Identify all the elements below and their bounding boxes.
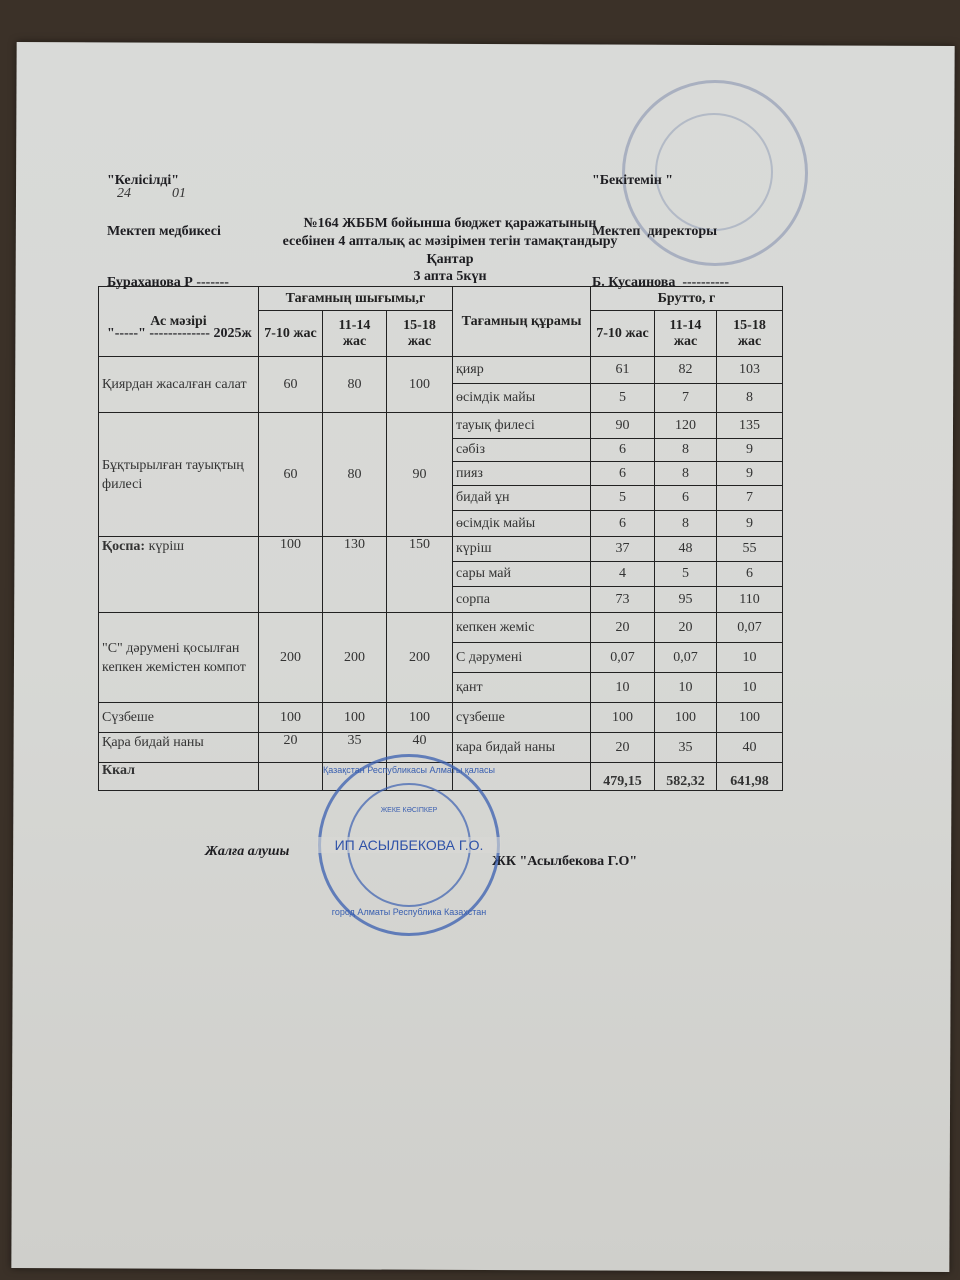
nurse-name: Бураханова Р ------- (107, 275, 229, 290)
nurse-title: Мектеп медбикесі (107, 224, 221, 239)
brutto-value: 8 (655, 462, 717, 486)
brutto-value: 6 (717, 562, 783, 587)
approved-label: "Бекітемін " (592, 173, 674, 188)
ingredient-name: өсімдік майы (453, 511, 591, 537)
table-row (99, 413, 783, 439)
brutto-value: 7 (717, 486, 783, 511)
ingredient-name: қант (453, 673, 591, 703)
header-composition: Тағамның құрамы (453, 287, 591, 357)
brutto-value: 9 (717, 511, 783, 537)
ingredient-name: күріш (453, 537, 591, 562)
header-age: 7-10 жас (591, 311, 655, 357)
brutto-value: 9 (717, 439, 783, 462)
header-menu: Ас мәзірі (99, 287, 259, 357)
brutto-value: 4 (591, 562, 655, 587)
brutto-value: 110 (717, 587, 783, 613)
ingredient-name: кепкен жеміс (453, 613, 591, 643)
brutto-value: 8 (717, 384, 783, 413)
ingredient-name: бидай ұн (453, 486, 591, 511)
table-row (99, 537, 783, 562)
output-value: 100 (259, 537, 323, 613)
header-age: 11-14 жас (323, 311, 387, 357)
header-brutto: Брутто, г (591, 287, 783, 311)
dish-name (99, 413, 259, 537)
stamp-ring-bottom-text: город Алматы Республика Казахстан (331, 907, 487, 917)
output-value: 130 (323, 537, 387, 613)
brutto-value: 48 (655, 537, 717, 562)
header-output: Тағамның шығымы,г (259, 287, 453, 311)
doc-title-2: есебінен 4 апталық ас мәзірімен тегін тамақтандыру (282, 234, 618, 249)
brutto-value: 20 (655, 613, 717, 643)
tenant-name: ЖК "Асылбекова Г.О" (492, 854, 638, 869)
doc-week-day: 3 апта 5күн (413, 269, 487, 284)
brutto-value: 37 (591, 537, 655, 562)
output-value: 80 (323, 357, 387, 413)
kcal-value: 582,32 (655, 763, 717, 791)
brutto-value: 6 (655, 486, 717, 511)
brutto-value: 61 (591, 357, 655, 384)
output-value: 150 (387, 537, 453, 613)
brutto-value: 10 (717, 643, 783, 673)
dish-label: "С" дәрумені қосылған кепкен жемістен компот (102, 640, 246, 675)
brutto-value: 103 (717, 357, 783, 384)
output-value: 60 (259, 357, 323, 413)
total-label: Ккал (99, 763, 259, 791)
dish-label: күріш (145, 539, 185, 554)
header-age: 15-18 жас (717, 311, 783, 357)
brutto-value: 5 (591, 486, 655, 511)
ingredient-name: сүзбеше (453, 703, 591, 733)
table-row (99, 733, 783, 763)
stamp-ring-text: Қазақстан Республикасы Алматы қаласы (323, 765, 495, 775)
brutto-value: 6 (591, 462, 655, 486)
brutto-value: 20 (591, 613, 655, 643)
doc-title-1: №164 ЖББМ бойынша бюджет қаражатының (303, 216, 597, 231)
ingredient-name: кара бидай наны (453, 733, 591, 763)
brutto-value: 120 (655, 413, 717, 439)
output-value: 35 (323, 733, 387, 763)
output-value: 100 (259, 703, 323, 733)
table-row (99, 613, 783, 643)
ingredient-name: сәбіз (453, 439, 591, 462)
date-line: "-----" ------------- 2025ж (107, 326, 252, 341)
handwritten-month: 01 (172, 186, 186, 201)
brutto-value: 6 (591, 511, 655, 537)
header-age: 7-10 жас (259, 311, 323, 357)
dish-name (99, 733, 259, 763)
dish-label: Бұқтырылған тауықтың филесі (102, 457, 244, 492)
brutto-value: 135 (717, 413, 783, 439)
dish-name (99, 357, 259, 413)
doc-month: Қантар (426, 252, 474, 267)
dish-name (99, 613, 259, 703)
brutto-value: 5 (655, 562, 717, 587)
ingredient-name: С дәрумені (453, 643, 591, 673)
output-value: 100 (387, 703, 453, 733)
dish-label: Қара бидай наны (102, 735, 204, 750)
brutto-value: 10 (655, 673, 717, 703)
tenant-label: Жалға алушы (205, 844, 290, 859)
stamp-main-text: ИП АСЫЛБЕКОВА Г.О. (317, 837, 501, 853)
ingredient-name: қияр (453, 357, 591, 384)
header-age: 15-18 жас (387, 311, 453, 357)
handwritten-day: 24 (117, 186, 131, 201)
brutto-value: 6 (591, 439, 655, 462)
brutto-value: 10 (591, 673, 655, 703)
director-name: Б. Кусаинова ---------- (592, 275, 729, 290)
brutto-value: 35 (655, 733, 717, 763)
brutto-value: 7 (655, 384, 717, 413)
header-age: 11-14 жас (655, 311, 717, 357)
brutto-value: 100 (591, 703, 655, 733)
brutto-value: 100 (717, 703, 783, 733)
output-value: 200 (323, 613, 387, 703)
brutto-value: 9 (717, 462, 783, 486)
brutto-value: 40 (717, 733, 783, 763)
ingredient-name: сары май (453, 562, 591, 587)
brutto-value: 5 (591, 384, 655, 413)
brutto-value: 20 (591, 733, 655, 763)
output-value: 200 (387, 613, 453, 703)
brutto-value: 0,07 (717, 613, 783, 643)
brutto-value: 8 (655, 511, 717, 537)
director-title: Мектеп директоры (592, 224, 718, 239)
empty-cell (259, 763, 323, 791)
output-value: 20 (259, 733, 323, 763)
output-value: 100 (323, 703, 387, 733)
dish-prefix: Қоспа: (102, 539, 146, 554)
output-value: 80 (323, 413, 387, 537)
entrepreneur-stamp (318, 754, 500, 936)
output-value: 100 (387, 357, 453, 413)
brutto-value: 8 (655, 439, 717, 462)
output-value: 200 (259, 613, 323, 703)
kcal-value: 641,98 (717, 763, 783, 791)
output-value: 90 (387, 413, 453, 537)
brutto-value: 0,07 (655, 643, 717, 673)
ingredient-name: сорпа (453, 587, 591, 613)
brutto-value: 100 (655, 703, 717, 733)
menu-table (98, 286, 783, 791)
table-row (99, 357, 783, 384)
dish-label: Сүзбеше (102, 710, 155, 725)
brutto-value: 82 (655, 357, 717, 384)
dish-name (99, 537, 259, 613)
brutto-value: 90 (591, 413, 655, 439)
dish-name (99, 703, 259, 733)
table-row (99, 703, 783, 733)
ingredient-name: өсімдік майы (453, 384, 591, 413)
brutto-value: 55 (717, 537, 783, 562)
brutto-value: 73 (591, 587, 655, 613)
brutto-value: 0,07 (591, 643, 655, 673)
brutto-value: 95 (655, 587, 717, 613)
brutto-value: 10 (717, 673, 783, 703)
agreed-label: "Келісілді" (107, 173, 180, 188)
output-value: 60 (259, 413, 323, 537)
output-value: 40 (387, 733, 453, 763)
ingredient-name: тауық филесі (453, 413, 591, 439)
ingredient-name: пияз (453, 462, 591, 486)
dish-label: Қиярдан жасалған салат (102, 377, 247, 392)
stamp-inner-text: ЖЕКЕ КӘСІПКЕР (380, 807, 438, 814)
kcal-value: 479,15 (591, 763, 655, 791)
